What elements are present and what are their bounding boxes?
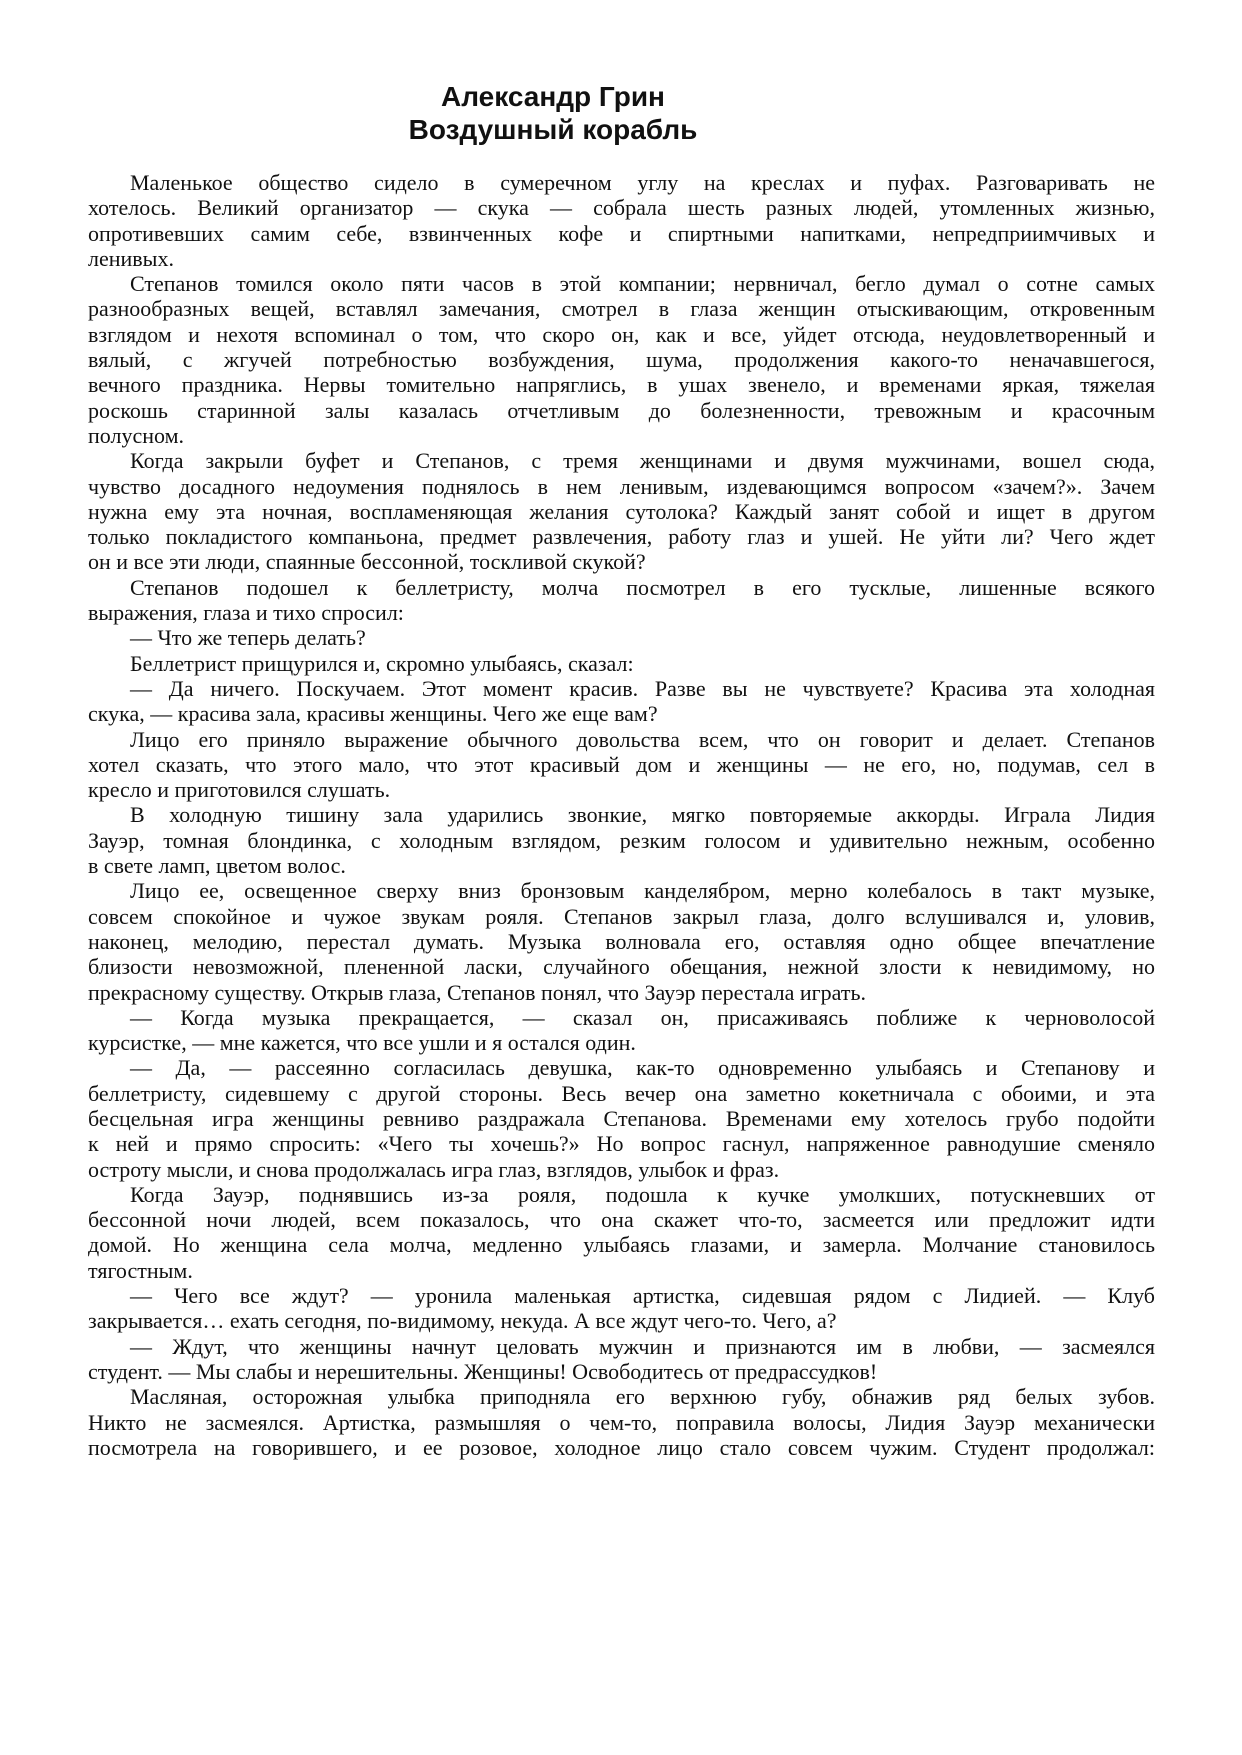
- paragraph: [88, 1283, 1155, 1334]
- text-line: — Когда музыка прекращается, — сказал он, присаживаясь поближе к черноволосой: [130, 1004, 1155, 1030]
- text-line: курсистке, — мне кажется, что все ушли и я остался один.: [88, 1030, 636, 1056]
- paragraph: [88, 1384, 1155, 1460]
- text-line: скука, — красива зала, красивы женщины. Чего же еще вам?: [88, 701, 658, 727]
- story-title: Воздушный корабль: [408, 114, 698, 145]
- text-line: бессонной ночи людей, всем показалось, что она скажет что-то, засмеется или предложит идти: [88, 1207, 1155, 1233]
- paragraph: [88, 170, 1155, 271]
- text-line: Никто не засмеялся. Артистка, размышляя о чем-то, поправила волосы, Лидия Зауэр механически: [88, 1409, 1155, 1435]
- paragraph: [88, 575, 1155, 626]
- text-line: Степанов подошел к беллетристу, молча посмотрел в его тусклые, лишенные всякого: [130, 574, 1155, 600]
- text-line: к ней и прямо спросить: «Чего ты хочешь?» Но вопрос гаснул, напряженное равнодушие сменяло: [88, 1131, 1155, 1157]
- paragraph: [88, 1055, 1155, 1181]
- text-line: Маленькое общество сидело в сумеречном углу на креслах и пуфах. Разговаривать не: [130, 170, 1155, 195]
- text-line: закрывается… ехать сегодня, по-видимому, некуда. А все ждут чего-то. Чего, а?: [88, 1308, 837, 1334]
- text-line: прекрасному существу. Открыв глаза, Степанов понял, что Зауэр перестала играть.: [88, 979, 866, 1005]
- text-line: — Да, — рассеянно согласилась девушка, как-то одновременно улыбаясь и Степанову и: [130, 1055, 1155, 1081]
- text-line: совсем спокойное и чужое звукам рояля. Степанов закрыл глаза, долго вслушивался и, уловив,: [88, 903, 1155, 929]
- text-line: Когда Зауэр, поднявшись из-за рояля, подошла к кучке умолкших, потускневших от: [130, 1181, 1155, 1207]
- author-name: Александр Грин: [441, 81, 665, 112]
- paragraph: [88, 676, 1155, 727]
- text-line: — Что же теперь делать?: [130, 625, 366, 651]
- paragraph: [88, 625, 1155, 650]
- text-line: — Чего все ждут? — уронила маленькая артистка, сидевшая рядом с Лидией. — Клуб: [130, 1283, 1155, 1309]
- text-line: вечного праздника. Нервы томительно напряглись, в ушах звенело, и временами яркая, тяжелая: [88, 372, 1155, 398]
- text-line: роскошь старинной залы казалась отчетливым до болезненности, тревожным и красочным: [88, 397, 1155, 423]
- text-line: нужна ему эта ночная, воспламеняющая желания сутолока? Каждый занят собой и ищет в другом: [88, 498, 1155, 524]
- text-line: Степанов томился около пяти часов в этой компании; нервничал, бегло думал о сотне самых: [130, 271, 1155, 297]
- text-line: разнообразных вещей, вставлял замечания, смотрел в глаза женщин отыскивающим, откровенным: [88, 296, 1155, 322]
- text-line: Лицо его приняло выражение обычного довольства всем, что он говорит и делает. Степанов: [130, 726, 1155, 752]
- text-line: бесцельная игра женщины ревниво раздражала Степанова. Временами ему хотелось грубо подойти: [88, 1105, 1155, 1131]
- text-line: В холодную тишину зала ударились звонкие, мягко повторяемые аккорды. Играла Лидия: [130, 802, 1155, 828]
- paragraph: [88, 448, 1155, 574]
- text-line: хотелось. Великий организатор — скука — собрала шесть разных людей, утомленных жизнью,: [88, 195, 1155, 221]
- text-line: посмотрела на говорившего, и ее розовое, холодное лицо стало совсем чужим. Студент продолжал:: [88, 1434, 1155, 1460]
- text-line: — Ждут, что женщины начнут целовать мужчин и признаются им в любви, — засмеялся: [130, 1333, 1155, 1359]
- text-line: близости невозможной, плененной ласки, случайного обещания, нежной злости к невидимому, но: [88, 954, 1155, 980]
- text-line: в свете ламп, цветом волос.: [88, 853, 346, 879]
- text-line: Беллетрист прищурился и, скромно улыбаясь, сказал:: [130, 650, 634, 676]
- text-line: взглядом и нехотя вспоминал о том, что скоро он, как и все, уйдет отсюда, неудовлетворенный и: [88, 321, 1155, 347]
- text-line: ленивых.: [88, 245, 174, 271]
- text-line: Лицо ее, освещенное сверху вниз бронзовым канделябром, мерно колебалось в такт музыке,: [130, 878, 1155, 904]
- text-line: наконец, мелодию, перестал думать. Музыка волновала его, оставляя одно общее впечатление: [88, 928, 1155, 954]
- text-line: полусном.: [88, 422, 185, 448]
- text-line: только покладистого компаньона, предмет развлечения, работу глаз и ушей. Не уйти ли? Чего ждет: [88, 524, 1155, 550]
- story-text: [88, 170, 1155, 1460]
- text-line: выражения, глаза и тихо спросил:: [88, 600, 404, 626]
- text-line: опротивевших самим себе, взвинченных кофе и спиртными напитками, непредприимчивых и: [88, 220, 1155, 246]
- paragraph: [88, 878, 1155, 1004]
- paragraph: [88, 271, 1155, 448]
- text-line: он и все эти люди, спаянные бессонной, тоскливой скукой?: [88, 549, 646, 575]
- text-line: Когда закрыли буфет и Степанов, с тремя женщинами и двумя мужчинами, вошел сюда,: [130, 448, 1155, 474]
- paragraph: [88, 802, 1155, 878]
- paragraph: [88, 1334, 1155, 1385]
- text-line: студент. — Мы слабы и нерешительны. Женщины! Освободитесь от предрассудков!: [88, 1358, 878, 1384]
- text-line: хотел сказать, что этого мало, что этот красивый дом и женщины — не его, но, подумав, сел в: [88, 751, 1155, 777]
- text-line: Масляная, осторожная улыбка приподняла его верхнюю губу, обнажив ряд белых зубов.: [130, 1384, 1155, 1410]
- text-line: остроту мысли, и снова продолжалась игра глаз, взглядов, улыбок и фраз.: [88, 1156, 780, 1182]
- text-line: тягостным.: [88, 1257, 193, 1283]
- text-line: чувство досадного недоумения поднялось в нем ленивым, издевающимся вопросом «зачем?». Зачем: [88, 473, 1155, 499]
- paragraph: [88, 1005, 1155, 1056]
- text-line: — Да ничего. Поскучаем. Этот момент красив. Разве вы не чувствуете? Красива эта холодная: [130, 675, 1155, 701]
- text-line: беллетристу, сидевшему с другой стороны. Весь вечер она заметно кокетничала с обоими, и эта: [88, 1080, 1155, 1106]
- text-line: домой. Но женщина села молча, медленно улыбаясь глазами, и замерла. Молчание становилось: [88, 1232, 1155, 1258]
- paragraph: [88, 727, 1155, 803]
- text-line: кресло и приготовился слушать.: [88, 777, 391, 803]
- paragraph: [88, 1182, 1155, 1283]
- text-line: Зауэр, томная блондинка, с холодным взглядом, резким голосом и удивительно нежным, особенно: [88, 827, 1155, 853]
- text-line: вялый, с жгучей потребностью возбуждения, шума, продолжения какого-то неначавшегося,: [88, 347, 1155, 373]
- paragraph: [88, 651, 1155, 676]
